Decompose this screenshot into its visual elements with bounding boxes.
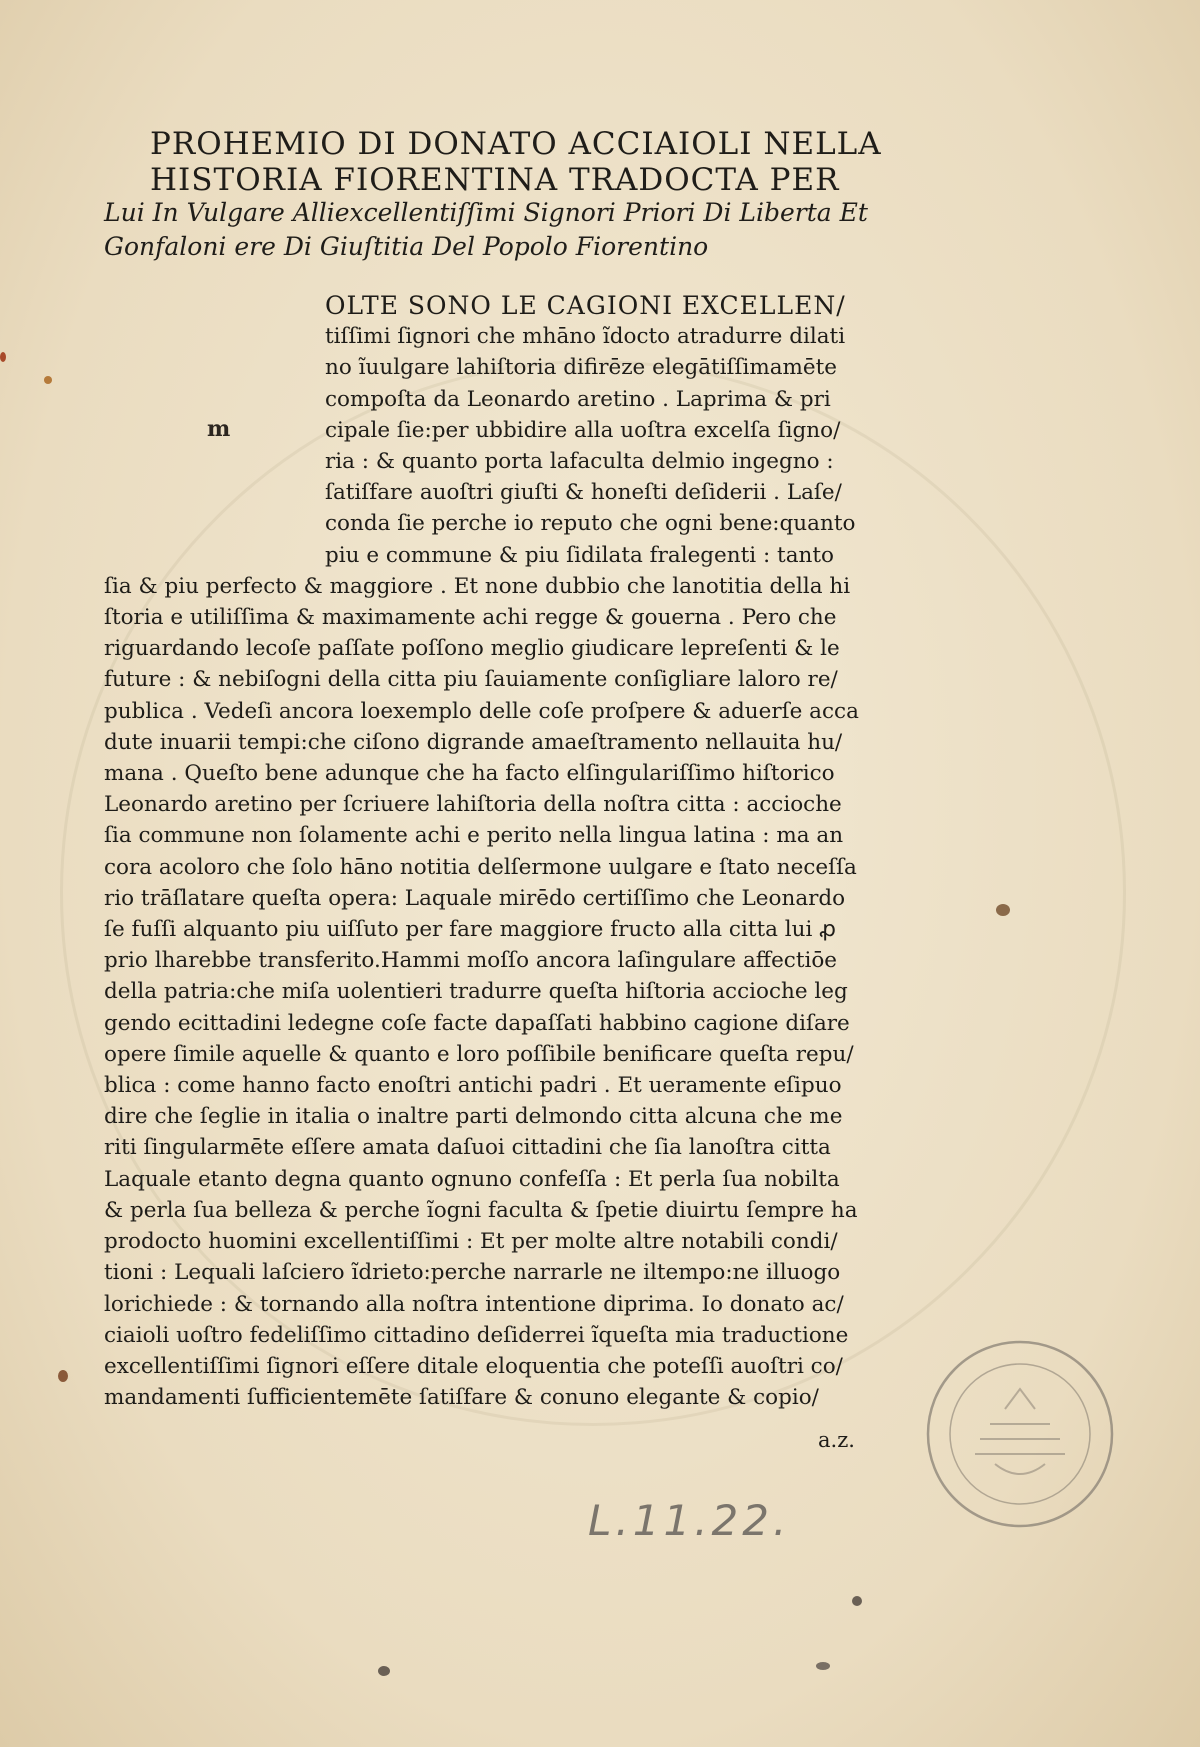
paper-speck: [996, 904, 1010, 916]
body-line: prio lharebbe transferito.Hammi moſſo ancora laſingulare affectiōe: [104, 948, 838, 974]
body-line: della patria:che miſa uolentieri tradurre queſta hiſtoria accioche leg: [104, 979, 848, 1005]
body-line: piu e commune & piu ſidilata fralegenti : tanto: [325, 542, 834, 568]
guide-letter: m: [207, 416, 231, 442]
body-line: prodocto huomini excellentiſſimi : Et per molte altre notabili condi/: [104, 1229, 838, 1255]
body-line: & perla ſua belleza & perche ĩogni faculta & ſpetie diuirtu ſempre ha: [104, 1197, 858, 1223]
title-subheading: [104, 196, 884, 264]
title-line: PROHEMIO DI DONATO ACCIAIOLI NELLA: [150, 126, 882, 162]
body-line: dute inuarii tempi:che ciſono digrande amaeſtramento nellauita hu/: [104, 729, 843, 755]
body-line: gendo ecittadini ledegne coſe facte dapaſſati habbino cagione diſare: [104, 1010, 850, 1036]
body-line: excellentiſſimi ſignori eſſere ditale eloquentia che poteſſi auoſtri co/: [104, 1353, 843, 1379]
body-line: cora acoloro che ſolo hāno notitia delſermone uulgare e ſtato neceſſa: [104, 854, 857, 880]
subheading-line: Lui In Vulgare Alliexcellentiſſimi Signori Priori Di Liberta Et: [104, 198, 868, 227]
paper-speck: [378, 1666, 390, 1676]
body-line: conda ſie perche io reputo che ogni bene:quanto: [325, 511, 856, 537]
body-line: mana . Queſto bene adunque che ha facto elſingulariſſimo hiſtorico: [104, 761, 835, 787]
body-text: [0, 290, 1200, 1413]
shelfmark-handwritten: L.11.22.: [588, 1496, 791, 1545]
body-line: dire che ſeglie in italia o inaltre parti delmondo citta alcuna che me: [104, 1104, 843, 1130]
body-line: Laquale etanto degna quanto ognuno confeſſa : Et perla ſua nobilta: [104, 1166, 840, 1192]
opening-line: OLTE SONO LE CAGIONI EXCELLEN/: [325, 291, 846, 320]
body-line: rio trāſlatare queſta opera: Laquale mirēdo certiſſimo che Leonardo: [104, 885, 846, 911]
title-line: HISTORIA FIORENTINA TRADOCTA PER: [150, 162, 840, 198]
body-line: future : & nebiſogni della citta piu ſauiamente conſigliare laloro re/: [104, 667, 838, 693]
body-line: Leonardo aretino per ſcriuere lahiſtoria della noſtra citta : accioche: [104, 792, 842, 818]
paper-speck: [816, 1662, 830, 1670]
body-line: lorichiede : & tornando alla noſtra intentione diprima. Io donato ac/: [104, 1291, 844, 1317]
paper-speck: [58, 1370, 68, 1382]
paper-speck: [0, 352, 6, 362]
body-line: publica . Vedeſi ancora loexemplo delle coſe proſpere & aduerſe acca: [104, 698, 859, 724]
body-line: tiſſimi ſignori che mhāno ĩdocto atradurre dilati: [325, 324, 846, 350]
library-stamp: [920, 1334, 1120, 1534]
body-line: riti ſingularmēte eſſere amata daſuoi cittadini che ſia lanoſtra citta: [104, 1135, 831, 1161]
body-line: ria : & quanto porta lafaculta delmio ingegno :: [325, 449, 834, 475]
body-line: ſe fuſſi alquanto piu uiſſuto per fare maggiore fructo alla citta lui ꝓ: [104, 917, 836, 943]
body-line: ſia commune non ſolamente achi e perito nella lingua latina : ma an: [104, 823, 844, 849]
body-line: cipale ſie:per ubbidire alla uoſtra excelſa ſigno/: [325, 417, 841, 443]
title-heading: [150, 126, 882, 198]
body-line: no ĩuulgare lahiſtoria difirēze elegātiſſimamēte: [325, 355, 838, 381]
body-line: tioni : Lequali laſciero ĩdrieto:perche narrarle ne iltempo:ne illuogo: [104, 1260, 841, 1286]
body-line: ciaioli uoſtro fedeliſſimo cittadino deſiderrei ĩqueſta mia traductione: [104, 1322, 849, 1348]
body-line: riguardando lecoſe paſſate poſſono meglio giudicare lepreſenti & le: [104, 636, 840, 662]
body-line: ſatiſfare auoſtri giuſti & honeſti deſiderii . Laſe/: [325, 480, 842, 506]
subheading-line: Gonfaloni ere Di Giuſtitia Del Popolo Fiorentino: [104, 232, 709, 261]
body-line: ſtoria e utiliſſima & maximamente achi regge & gouerna . Pero che: [104, 605, 837, 631]
paper-speck: [852, 1596, 862, 1606]
paper-speck: [44, 376, 52, 384]
body-line: ſia & piu perfecto & maggiore . Et none dubbio che lanotitia della hi: [104, 573, 851, 599]
body-line: mandamenti ſufficientemēte ſatiſfare & conuno elegante & copio/: [104, 1385, 819, 1411]
body-line: blica : come hanno facto enoſtri antichi padri . Et ueramente eſipuo: [104, 1073, 842, 1099]
signature-mark: a.z.: [818, 1428, 855, 1452]
body-line: compoſta da Leonardo aretino . Laprima & pri: [325, 386, 831, 412]
body-line: opere ſimile aquelle & quanto e loro poſſibile benificare queſta repu/: [104, 1041, 854, 1067]
